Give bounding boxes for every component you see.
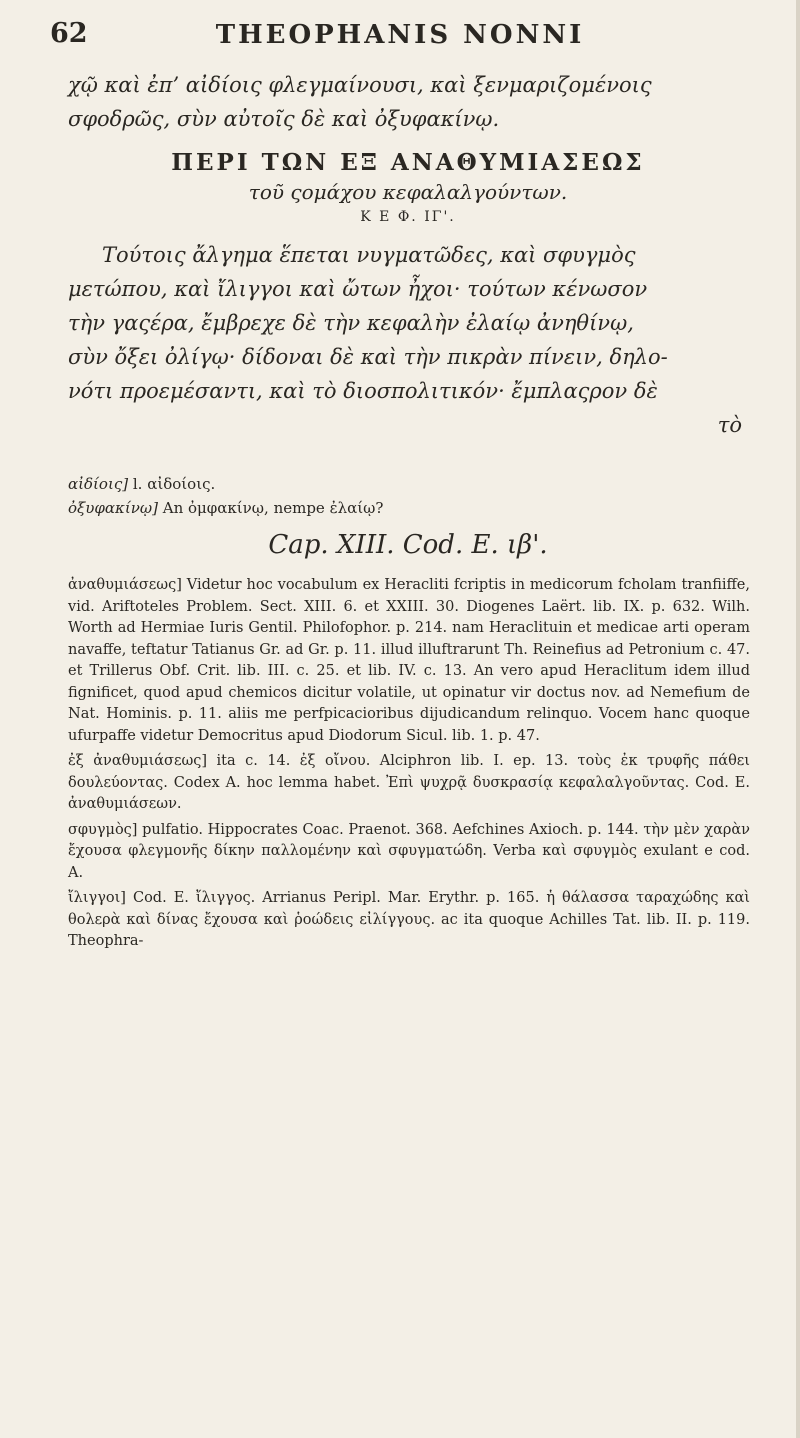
cap-heading: Cap. XIII. Cod. E. ιβ'. [268, 530, 548, 560]
page-header [0, 18, 800, 58]
text-line: νότι προεμέσαντι, καὶ τὸ διοσπολιτικόν· ἔμπλαςρον δὲ [68, 379, 658, 403]
page-edge [796, 0, 800, 1438]
note-row [68, 472, 748, 496]
chapter-body [68, 238, 748, 442]
commentary-paragraph: ἴλιγγοι] Cod. E. ἴλιγγος. Arrianus Peripl. Mar. Erythr. p. 165. ἡ θάλασσα ταραχώδης καὶ θολερὰ καὶ δίνας ἔχουσα καὶ ῥοώδεις εἰλίγγους. ac ita quoque Achilles Tat. lib. II. p. 119. Theophra- [68, 890, 750, 949]
note-lemma: ὀξυφακίνῳ] [68, 499, 158, 517]
note-text: l. αἰδοίοις. [132, 475, 216, 493]
commentary-paragraph: ἀναθυμιάσεως] Videtur hoc vocabulum ex Heracliti fcriptis in medicorum fcholam tranfiiffe, vid. Ariftoteles Problem. Sect. XIII. 6. et XXIII. 30. Diogenes Laërt. lib. IX. p. 632. Wilh. Worth ad Hermiae Iuris Gentil. Philofophor. p. 214. nam Heraclituin et medicae arti operam navaffe, teftatur Tatianus Gr. ad Gr. p. 11. illud illuftrarunt Th. Reinefius ad Petronium c. 47. et Trillerus Obf. Crit. lib. III. c. 25. et lib. IV. c. 13. An vero apud Heraclitum idem illud fignificet, quod apud chemicos dicitur volatile, ut opinatur vir doctus nov. ad Nemefium de Nat. Hominis. p. 11. aliis me perfpicacioribus dijudicandum relinquo. Vocem hanc quoque ufurpaffe videtur Democritus apud Diodorum Sicul. lib. 1. p. 47. [68, 577, 750, 744]
note-row [68, 496, 748, 520]
text-line: Τούτοις ἄλγημα ἕπεται νυγματῶδες, καὶ σφυγμὸς [102, 243, 636, 267]
chapter-label: Κ Ε Φ. ΙΓ'. [360, 209, 456, 225]
running-title: THEOPHANIS NONNI [215, 20, 585, 50]
commentary-heading [68, 528, 748, 562]
commentary-paragraph: ἐξ ἀναθυμιάσεως] ita c. 14. ἐξ οἴνου. Alciphron lib. I. ep. 13. τοὺς ἐκ τρυφῆς πάθει δουλεύοντας. Codex A. hoc lemma habet. Ἐπὶ ψυχρᾷ δυσκρασίᾳ κεφαλαλγοῦντας. Cod. E. ἀναθυμιάσεων. [68, 753, 750, 812]
text-line: σὺν ὄξει ὀλίγῳ· δίδοναι δὲ καὶ τὴν πικρὰν πίνειν, δηλο- [68, 345, 668, 369]
text-line: μετώπου, καὶ ἴλιγγοι καὶ ὤτων ἦχοι· τούτων κένωσον [68, 277, 648, 301]
text-line: χῷ καὶ ἐπ’ αἰδίοις φλεγμαίνουσι, καὶ ξενμαριζομένοις [68, 73, 652, 97]
commentary-paragraph: σφυγμὸς] pulfatio. Hippocrates Coac. Praenot. 368. Aefchines Axioch. p. 144. τὴν μὲν χαρὰν ἔχουσα φλεγμονῆς δίκην παλλομένην καὶ σφυγματώδη. Verba καὶ σφυγμὸς exulant e cod. A. [68, 821, 750, 881]
text-line: τὴν γαςέρα, ἔμβρεχε δὲ τὴν κεφαλὴν ἐλαίῳ ἀνηθίνῳ, [68, 311, 634, 335]
section-title: ΠΕΡΙ ΤΩΝ ΕΞ ΑΝΑΘΥΜΙΑΣΕΩΣ [171, 149, 645, 176]
commentary [68, 575, 750, 957]
intro-text [68, 68, 748, 136]
textual-notes [68, 472, 748, 520]
section-subtitle: τοῦ ςομάχου κεφαλαλγούντων. [248, 180, 568, 204]
catchword: τὸ [717, 413, 742, 437]
page-number: 62 [50, 18, 88, 49]
note-text: An ὀμφακίνῳ, nempe ἐλαίῳ? [162, 499, 384, 517]
text-line: σφοδρῶς, σὺν αὐτοῖς δὲ καὶ ὀξυφακίνῳ. [68, 107, 500, 131]
section-heading [68, 148, 748, 228]
note-lemma: αἰδίοις] [68, 475, 129, 493]
